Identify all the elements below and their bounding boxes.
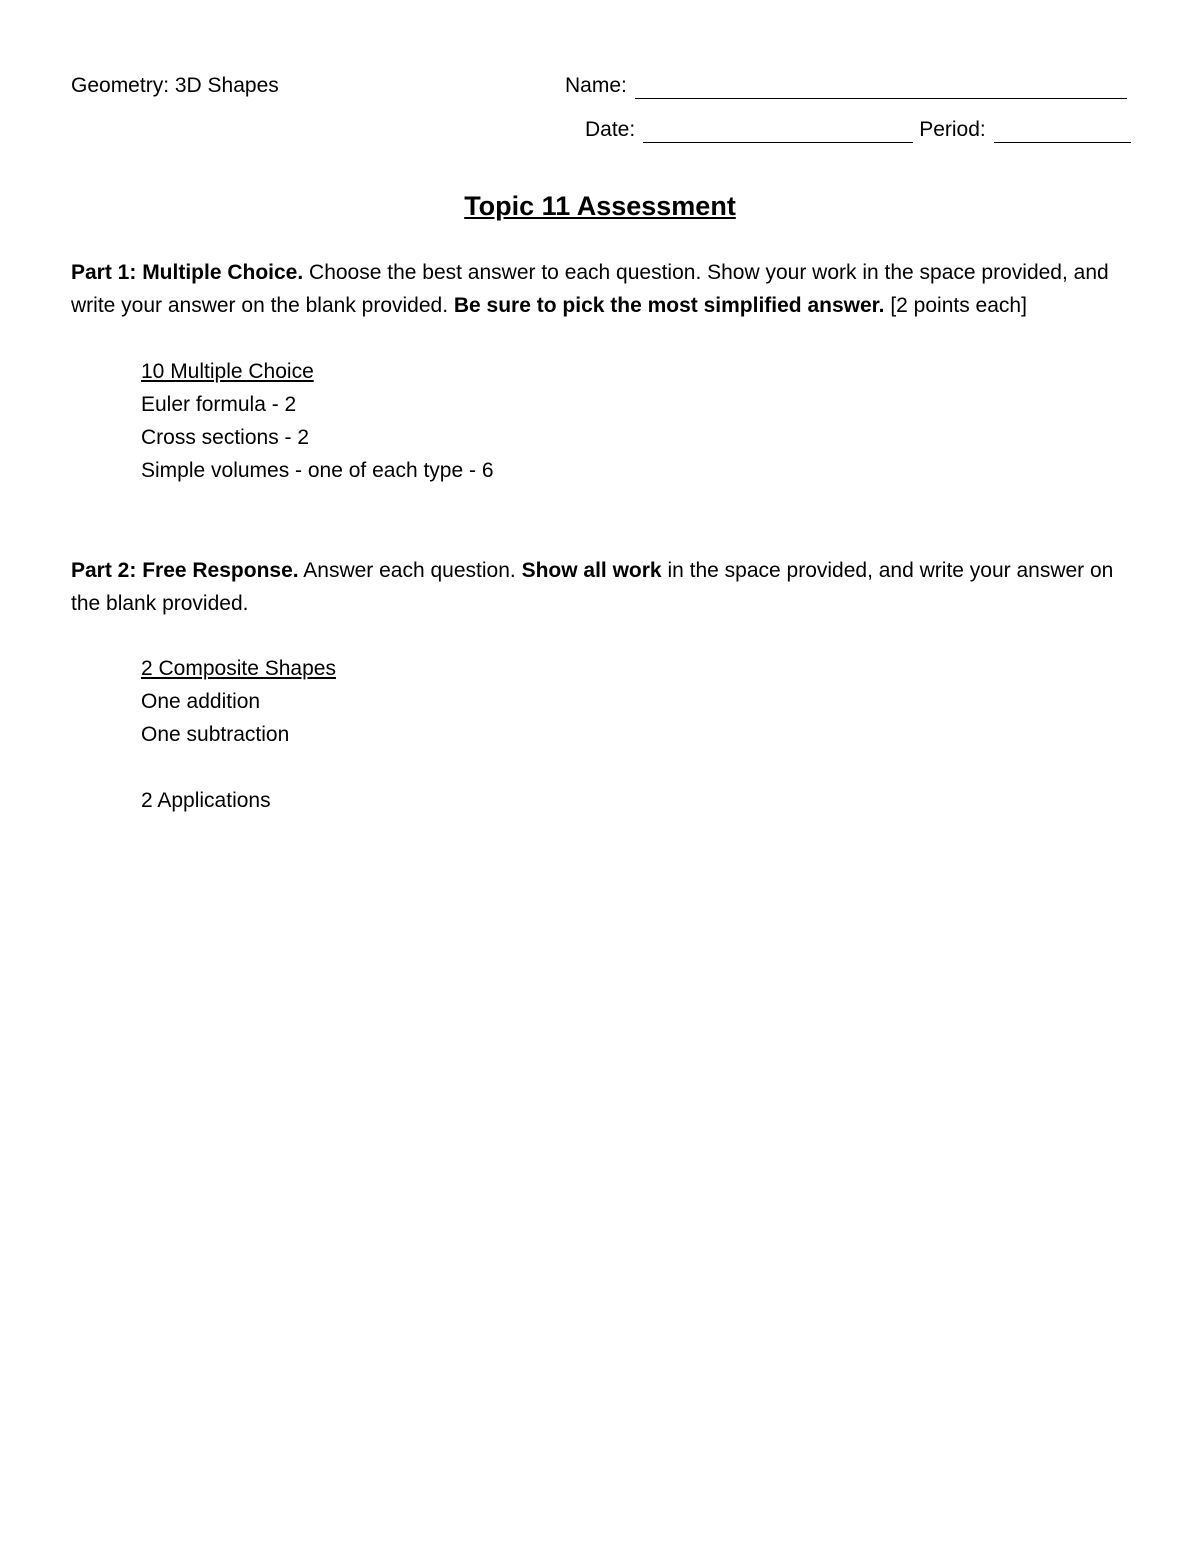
part1-emphasis: Be sure to pick the most simplified answer.: [453, 294, 885, 317]
list-item: Cross sections - 2: [141, 426, 310, 449]
part1-points: [2 points each]: [884, 294, 1027, 317]
part2-text-end: in the space provided, and write your answer on the blank provided.: [71, 559, 1114, 615]
part2-applications: [141, 784, 271, 817]
part1-list: [141, 355, 494, 487]
name-row: [565, 73, 1127, 99]
list-heading: 10 Multiple Choice: [141, 360, 314, 383]
list-item: One addition: [141, 690, 261, 713]
date-period-row: [585, 117, 1131, 143]
part1-text: Choose the best answer to each question. Show your work in the space provided, and write your answer on the blank provided.: [71, 261, 1109, 317]
list-item: 2 Applications: [141, 789, 271, 812]
name-label: Name:: [565, 74, 627, 97]
period-label: Period:: [919, 118, 986, 141]
part1-label: Part 1: Multiple Choice.: [71, 261, 304, 284]
list-item: Simple volumes - one of each type - 6: [141, 459, 494, 482]
course-title: Geometry: 3D Shapes: [71, 74, 279, 97]
page-title: Topic 11 Assessment: [464, 191, 736, 221]
list-item: Euler formula - 2: [141, 393, 297, 416]
date-blank: [643, 122, 913, 143]
part2-text: Answer each question.: [298, 559, 522, 582]
part2-instructions: [71, 554, 1131, 620]
date-label: Date:: [585, 118, 636, 141]
period-blank: [994, 122, 1131, 143]
part2-label: Part 2: Free Response.: [71, 559, 299, 582]
name-blank: [635, 78, 1127, 99]
list-heading: 2 Composite Shapes: [141, 657, 336, 680]
part2-emphasis: Show all work: [521, 559, 662, 582]
part1-instructions: [71, 256, 1131, 322]
list-item: One subtraction: [141, 723, 290, 746]
part2-list: [141, 652, 336, 751]
